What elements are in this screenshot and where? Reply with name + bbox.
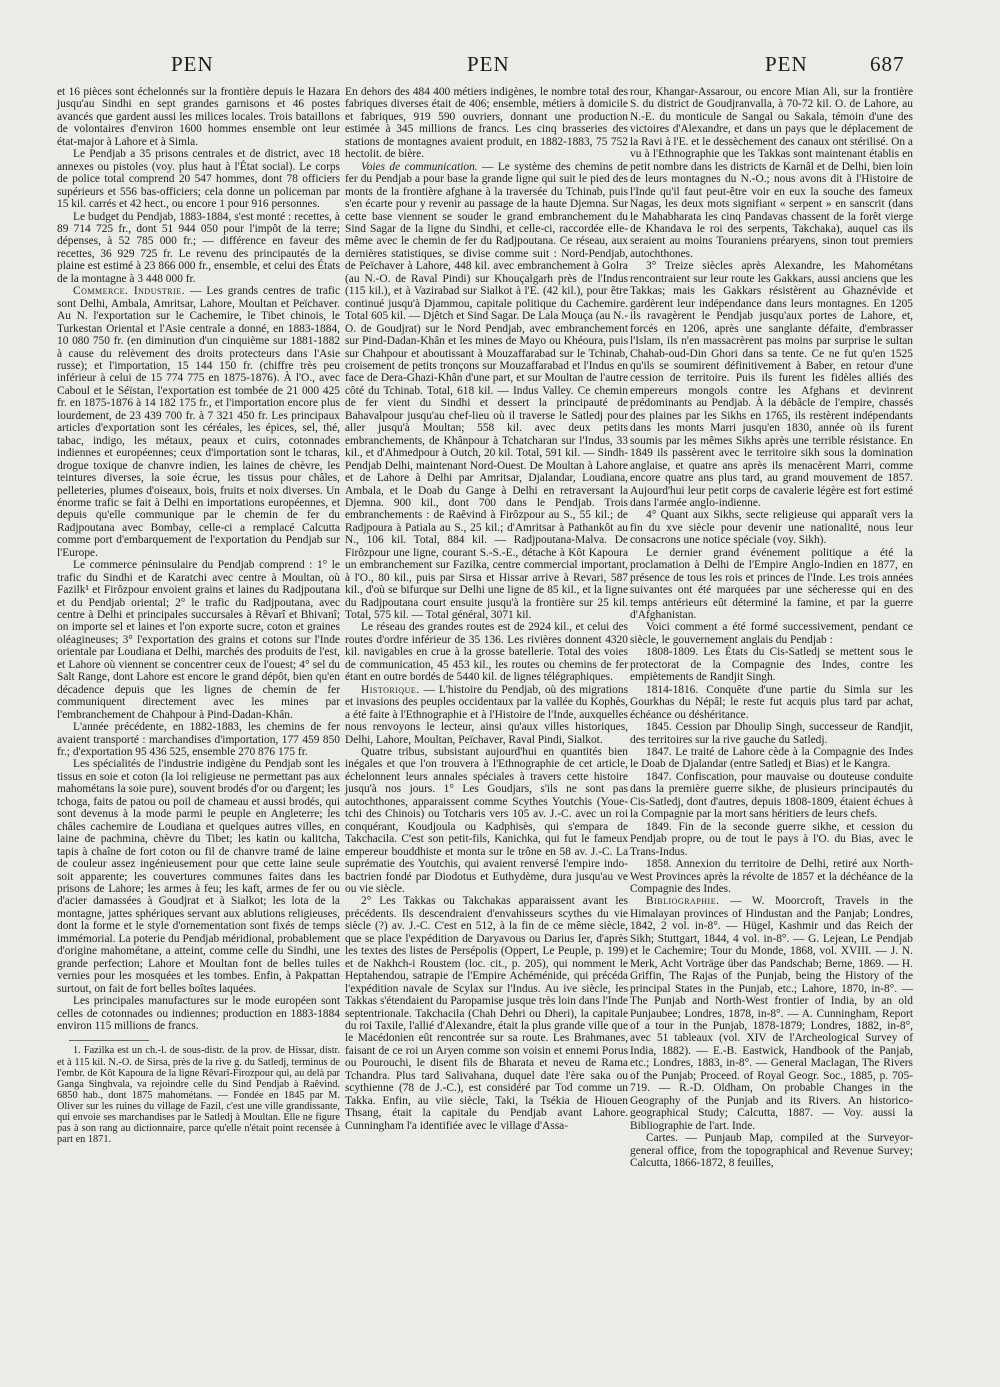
paragraph: 1858. Annexion du territoire de Delhi, retiré aux North-West Provinces après la révolte de 1857 et la déchéance de la Compagnie des Indes.	[630, 858, 913, 895]
paragraph: Le budget du Pendjab, 1883-1884, s'est monté : recettes, à 89 714 725 fr., dont 51 944 050 pour l'impôt de la terre; dépenses, à 52 785 000 fr.; — différence en faveur des recettes, 36 929 725 fr. Le revenu des principautés de la plaine est estimé à 23 866 000 fr., ensemble, et celui des États de la montagne à 3 448 000 fr.	[57, 210, 340, 285]
paragraph-text: — W. Moorcroft, Travels in the Himalayan provinces of Hindustan and the Panjab; Londres, 1842, 2 vol. in-8°. — Hügel, Kashmir und das Reich der Sikh; Stuttgart, 1844, 4 vol. in-8°. — G. Lejean, Le Pendjab et le Cachemire; Tour du Monde, 1868, vol. XVIII. — J. N. Merk, Acht Vorträge über das Pandschab; Berne, 1869. — H. Griffin, The Rajas of the Punjab, being the History of the principal States in the Punjab, etc.; Lahore, 1870, in-8°. — The Punjab and North-West frontier of India, by an old Punjaubee; Londres, 1878, in-8°. — A. Cunningham, Report of a tour in the Punjab, 1878-1879; Londres, 1882, in-8°, avec 51 tableaux (vol. XIV de l'Archeological Survey of India, 1882). — E.-B. Eastwick, Handbook of the Panjab, etc.; Londres, 1883, in-8°. — General Maclagan, The Rivers of the Punjab; Proceed. of Royal Geogr. Soc., 1885, p. 705-719. — R.-D. Oldham, On probable Changes in the Geography of the Punjab and its Rivers. An historico-geographical Study; Calcutta, 1887. — Voy. aussi la Bibliographie de l'art. Inde.	[630, 895, 913, 1132]
paragraph: 1847. Confiscation, pour mauvaise ou douteuse conduite dans la première guerre sikhe, de plusieurs principautés du Cis-Satledj, dont d'autres, depuis 1808-1809, étaient échues à la Compagnie par la mort sans héritiers de leurs chefs.	[630, 770, 913, 821]
paragraph: Le commerce péninsulaire du Pendjab comprend : 1° le trafic du Sindhi et de Karatchi avec centre à Moultan, où Fazilk¹ et Firôzpour envoient grains et laines du Radjpoutana et du Pendjab oriental; 2° le trafic du Radjpoutana, avec centre à Delhi et principales succursales à Rêvarî et Bhivanî; on importe sel et laines et l'on exporte sucre, coton et graines oléagineuses; 3° l'exportation des grains et cotons sur l'Inde orientale par Loudiana et Delhi, marchés des produits de l'est, et Lahore où viennent se concentrer ceux de l'ouest; 4° sel du Salt Range, dont Lahore est encore le grand dépôt, bien qu'en décadence depuis que les lignes de chemin de fer communiquent directement avec les mines par l'embranchement de Chahpour à Pind-Dadan-Khân.	[57, 559, 340, 721]
paragraph: En dehors des 484 400 métiers indigènes, le nombre total des fabriques diverses était de 406; ensemble, métiers à domicile et fabriques, 919 590 ouvriers, donnant une production estimée à 345 millions de francs. Les cinq brasseries des stations de montagnes avaient produit, en 1882-1883, 75 752 hectolit. de bière.	[345, 86, 628, 161]
section-heading-history: Historique.	[361, 683, 420, 696]
paragraph: 2° Les Takkas ou Takchakas apparaissent avant les précédents. Ils descendraient d'envahisseurs scythes du vie siècle (?) av. J.-C. C'est en 512, à la fin de ce même siècle, que se place l'expédition de Daryavous ou Darius Ier, d'après les textes des listes de Persépolis (Oppert, Le Peuple, p. 199) et de Nakhch-i Roustem (loc. cit., p. 205), qui nomment le Heptahendou, satrapie de l'Empire Achéménide, qui précéda l'expédition navale de Scylax sur l'Indus. Au ive siècle, les Takkas s'étendaient du Paropamise jusque très loin dans l'Inde septentrionale. Takchacila (Chah Dehri ou Dheri), la capitale du roi Taxile, l'allié d'Alexandre, était la plus grande ville que le Macédonien eût rencontrée sur sa route. Les Brahmanes, faisant de ce roi un Aryen comme son voisin et ennemi Porus ou Pourouchi, le disent fils de Bharata et neveu de Rama Tchandra. Plus tard Salivahana, duquel date l'ère saka ou scythienne (78 de J.-C.), est considéré par Tod comme un Takka. Enfin, au viie siècle, Taki, la Tsékia de Hiouen Thsang, était la capitale du Pendjab avant Lahore. Cunningham l'a identifiée avec le village d'Assa-	[345, 895, 628, 1132]
paragraph: et 16 pièces sont échelonnés sur la frontière depuis le Hazara jusqu'au Sindhi en sept grandes garnisons et 46 postes avancés que gardent aussi les milices locales. Trois bataillons de volontaires d'environ 1600 hommes ensemble ont leur état-major à Lahore et à Simla.	[57, 86, 340, 148]
paragraph-text: — Les grands centres de trafic sont Delhi, Ambala, Amritsar, Lahore, Moultan et Peïchaver. Au N. l'exportation sur le Cachemire, le Tibet chinois, le Turkestan Oriental et l'Asie centrale a donné, en 1883-1884, 10 080 750 fr. (en diminution d'un cinquième sur 1881-1882 à cause du relèvement des droits protecteurs dans l'Asie russe); et l'importation, 15 144 150 fr. (chiffre très peu inférieur à celui de 15 774 775 en 1875-1876). À l'O., avec Caboul et le Séïstan, l'exportation est tombée de 21 000 425 fr. en 1875-1876 à 14 182 175 fr., et l'importation encore plus lourdement, de 23 439 700 fr. à 7 321 450 fr. Les principaux articles d'exportation sont les céréales, les épices, sel, thé, tabac, indigo, les métaux, peaux et cuirs, cotonnades indiennes et européennes; ceux d'importation sont le tcharas, drogue toxique de chanvre indien, les laines de chèvre, les teintures diverses, la soie écrue, les tissus pour châles, pelleteries, plumes d'oiseaux, bois, fruits et noix diverses. Un énorme trafic se fait à Delhi en importations européennes, et depuis qu'elle communique par le chemin de fer du Radjpoutana avec Bombay, celle-ci a remplacé Calcutta comme port d'embarquement de l'exportation du Pendjab sur l'Europe.	[57, 285, 340, 559]
header-left-word: PEN	[171, 52, 214, 76]
running-header	[0, 52, 1000, 82]
text-column-middle	[345, 86, 628, 1132]
paragraph-history	[345, 684, 628, 746]
paragraph-commerce	[57, 285, 340, 559]
text-column-left	[57, 86, 340, 1145]
paragraph-communications	[345, 161, 628, 622]
paragraph: 1814-1816. Conquête d'une partie du Simla sur les Gourkhas du Népâl; le reste fut acquis plus tard par achat, échéance ou déshéritance.	[630, 683, 913, 721]
text-column-right	[630, 86, 913, 1169]
paragraph-text: — Le système des chemins de fer du Pendjab a pour base la grande ligne qui suit le pied des monts de la frontière afghane à la traversée du Tchinab, puis s'en écarte pour y revenir au passage de la haute Djemna. Sur cette base viennent se souder le grand embranchement du Sind Sagar de la ligne du Sindhi, et celle-ci, raccordée elle-même avec le chemin de fer du Radjpoutana. Ce réseau, aux dernières statistiques, se divise comme suit : Nord-Pendjab, de Peïchaver à Lahore, 448 kil. avec embranchement à Golra (au N.-O. de Raval Pindi) sur Khouçalgarh près de l'Indus (115 kil.), et à Vazirabad sur Sialkot à l'E. (42 kil.), pour être continué jusqu'à Djammou, capitale politique du Cachemire. Total 605 kil. — Djêtch et Sind Sagar. De Lala Mouça (au N.-O. de Goudjrat) sur le Nord Pendjab, avec embranchement sur Pind-Dadan-Khân et les mines de Mayo ou Khéoura, puis sur Chahpour et aboutissant à Mouzaffarabad sur le Tchinab, croisement de petits tronçons sur Mouzaffarabad et l'Indus en face de Dera-Ghazi-Khân d'une part, et sur Moultan de l'autre côté du Tchinab. Total, 618 kil. — Indus Valley. Ce chemin de fer vient du Sindhi et dessert la principauté de Bahavalpour jusqu'au chef-lieu où il traverse le Satledj pour aller jusqu'à Moultan; 558 kil. avec deux petits embranchements, de Khânpour à Tchatcharan sur l'Indus, 33 kil., et d'Ahmedpour à Outch, 20 kil. Total, 591 kil. — Sindh-Pendjab Delhi, maintenant Nord-Ouest. De Moultan à Lahore et de Lahore à Delhi par Amritsar, Djalandar, Loudiana, Ambala, et le Doab du Gange à Delhi en retraversant la Djemna. 900 kil., dont 700 dans le Pendjab. Trois embranchements : de Raêvind à Firôzpour au S., 55 kil.; de Radjpoura à Patiala au S., 25 kil.; d'Amritsar à Pathankôt au N., 106 kil. Total, 884 kil. — Radjpoutana-Malva. De Firôzpour une ligne, courant S.-S.-E., détache à Kôt Kapoura un embranchement sur Fazilka, centre commercial important, à l'O., 80 kil., puis par Sirsa et Hissar arrive à Revari, 587 kil., d'où se bifurque sur Delhi une ligne de 85 kil., et la ligne du Radjpoutana court ensuite jusqu'à la frontière sur 25 kil. Total, 575 kil. — Total général, 3071 kil.	[345, 160, 628, 622]
paragraph: Cartes. — Punjaub Map, compiled at the Surveyor-general office, from the topographical and Revenue Survey; Calcutta, 1866-1872, 8 feuilles,	[630, 1132, 913, 1169]
footnote: 1. Fazilka est un ch.-l. de sous-distr. de la prov. de Hissar, distr. et à 115 kil. N.-O. de Sirsa, près de la rive g. du Satledj, terminus de l'embr. de Kôt Kapoura de la ligne Rêvarî-Firozpour qui, au delà par Ganga Singhvala, va rejoindre celle du Sind Pendjab à Raêvind. 6850 hab., dont 1875 mahométans. — Fondée en 1845 par M. Oliver sur les ruines du village de Fazil, c'est une ville grandissante, qui envoie ses marchandises par le Satledj à Moultan. Elle ne figure pas à son rang au dictionnaire, parce qu'elle n'était point recensée à part en 1871.	[57, 1045, 340, 1146]
paragraph: Le dernier grand événement politique a été la proclamation à Delhi de l'Empire Anglo-Indien en 1877, en présence de tous les rois et princes de l'Inde. Les trois années suivantes ont été marquées par une sécheresse qui en des temps antérieurs eût déterminé la famine, et par la guerre d'Afghanistan.	[630, 546, 913, 622]
paragraph: Voici comment a été formé successivement, pendant ce siècle, le gouvernement anglais du Pendjab :	[630, 621, 913, 646]
header-right-word: PEN	[765, 52, 808, 76]
paragraph: Le réseau des grandes routes est de 2924 kil., et celui des routes d'ordre inférieur de 35 136. Les rivières donnent 4320 kil. navigables en crue à la grosse batellerie. Total des voies de communication, 45 453 kil., les routes ou chemins de fer étant en outre bordés de 5440 kil. de lignes télégraphiques.	[345, 621, 628, 684]
header-middle-word: PEN	[467, 52, 510, 76]
section-heading-commerce: Commerce. Industrie.	[73, 285, 186, 298]
paragraph: Les spécialités de l'industrie indigène du Pendjab sont les tissus en soie et coton (la loi religieuse ne permettant pas aux mahométans la soie pure), souvent brodés d'or ou d'argent; les tchoga, faits de patou ou poil de chameau et aussi brodés, qui sont devenus à la mode parmi le peuple en Angleterre; les châles cachemire de Loudiana et quelques autres villes, en laine de pachmina, chèvre du Tibet; les katin ou kalitcha, tapis à chaîne de fort coton ou fil de chanvre tramé de laine de couleur assez ingénieusement pour que cette laine seule soit apparente; les couvertures communes faites dans les prisons de Lahore; les armes à feu; les kaft, armes de fer ou d'acier damassées à Goudjrat et à Sialkot; les lota de la montagne, jattes sphériques servant aux ablutions religieuses, dont la forme et le style d'ornementation sont fixés de temps immémorial. La poterie du Pendjab méridional, probablement d'origine mahométane, a atteint, comme celle du Sindhi, une grande perfection; Lahore et Moultan font de belles tuiles vernies pour les mosquées et les tombes. Enfin, à Pakpattan surtout, on fait de fort belles boîtes laquées.	[57, 758, 340, 995]
paragraph: 3° Treize siècles après Alexandre, les Mahométans rencontraient sur leur route les Gakkars, aussi anciens que les Takkas; mais les Gakkars résistèrent au Ghaznévide et gardèrent leur indépendance dans leurs montagnes. En 1205 ils ravagèrent le Pendjab jusqu'aux portes de Lahore, et, forcés en 1206, après une sanglante défaite, d'embrasser l'Islam, ils n'en massacrèrent pas moins par surprise le sultan Chahab-oud-Din Ghori dans sa tente. Ce ne fut qu'en 1525 qu'ils se soumirent définitivement à Baber, en retour d'une cession de territoire. Puis ils furent les fidèles alliés des empereurs mongols contre les Afghans et devinrent prédominants au Pendjab. À la débâcle de l'empire, chassés des plaines par les Sikhs en 1765, ils restèrent indépendants dans les monts Marri jusqu'en 1830, année où ils furent soumis par les mêmes Sikhs après une terrible résistance. En 1849 ils passèrent avec le territoire sikh sous la domination anglaise, et quatre ans après ils menacèrent Marri, comme encore quatre ans plus tard, au grand mouvement de 1857. Aujourd'hui leur petit corps de cavalerie légère est fort estimé dans l'armée anglo-indienne.	[630, 260, 913, 509]
paragraph: Les principales manufactures sur le mode européen sont celles de cotonnades ou indiennes; production en 1883-1884 environ 115 millions de francs.	[57, 995, 340, 1032]
paragraph: L'année précédente, en 1882-1883, les chemins de fer avaient transporté : marchandises d'importation, 177 459 850 fr.; d'exportation 95 436 525, ensemble 270 876 175 fr.	[57, 721, 340, 759]
footnote-divider	[69, 1040, 149, 1041]
page-number: 687	[870, 52, 905, 76]
paragraph: rour, Khangar-Assarour, ou encore Mian Ali, sur la frontière S. du district de Goudjranvalla, à 70-72 kil. O. de Lahore, au N.-E. du monticule de Sangal ou Sakala, témoin d'une des victoires d'Alexandre, et dans un pays que le déplacement de la Ravi à l'E. et le dessèchement des canaux ont stérilisé. On a vu à l'Ethnographie que les Takkas sont maintenant établis en petit nombre dans les districts de Karnâl et de Delhi, bien loin de leurs montagnes du N.-O.; nous avons dit à l'Histoire de l'Inde qu'il faut peut-être voir en eux la souche des fameux Nagas, les deux mots signifiant « serpent » en sanscrit (dans le Mahabharata les cinq Pandavas chassent de la forêt vierge de Khandava le roi des serpents, Takchaka), auquel cas ils seraient au moins Touraniens préaryens, sinon tout premiers autochthones.	[630, 86, 913, 260]
paragraph: 1808-1809. Les États du Cis-Satledj se mettent sous le protectorat de la Compagnie des Indes, contre les empiètements de Randjit Singh.	[630, 646, 913, 684]
paragraph-bibliography	[630, 895, 913, 1132]
paragraph-text: — L'histoire du Pendjab, où des migrations et invasions des peuples occidentaux par la vallée du Kophès, a été faite à l'Ethnographie et à l'Histoire de l'Inde, auxquelles nous renvoyons le lecteur, ainsi qu'aux villes historiques, Delhi, Lahore, Moultan, Peïchaver, Raval Pindi, Sialkot.	[345, 683, 628, 746]
section-heading-bibliography: Bibliographie.	[646, 895, 720, 908]
section-heading-communications: Voies de communication.	[361, 160, 478, 173]
paragraph: 1849. Fin de la seconde guerre sikhe, et cession du Pendjab propre, ou de tout le pays à l'O. du Bias, avec le Trans-Indus.	[630, 820, 913, 858]
paragraph: 4° Quant aux Sikhs, secte religieuse qui apparaît vers la fin du xve siècle pour devenir une nationalité, nous leur consacrons une notice spéciale (voy. Sikh).	[630, 509, 913, 547]
paragraph: Le Pendjab a 35 prisons centrales et de district, avec 18 annexes ou pistoles (voy. plus haut à l'État social). Le corps de police total comprend 20 547 hommes, dont 78 officiers supérieurs et 556 bas-officiers; cela donne un policeman par 15 kil. carrés et 42 hect., ou encore 1 pour 916 personnes.	[57, 148, 340, 211]
paragraph: 1847. Le traité de Lahore cède à la Compagnie des Indes le Doab de Djalandar (entre Satledj et Bias) et le Kangra.	[630, 746, 913, 771]
paragraph: Quatre tribus, subsistant aujourd'hui en quantités bien inégales et que l'on trouvera à l'Ethnographie de cet article, échelonnent leurs annales spéciales à travers cette histoire jusqu'à nos jours. 1° Les Goudjars, s'ils ne sont pas autochthones, apparaissent comme Scythes Youtchis (Youe-tchi des Chinois) ou Totcharis vers 105 av. J.-C. avec un roi conquérant, Koudjoula ou Kadphisès, qui s'empara de Takchacila. C'est son petit-fils, Kanichka, qui fut le fameux empereur bouddhiste et monta sur le trône en 58 av. J.-C. La suprématie des Youtchis, qui avaient renversé l'empire indo-bactrien fondé par Diodotus et Euthydème, dura jusqu'au ve ou vie siècle.	[345, 746, 628, 895]
paragraph: 1845. Cession par Dhoulip Singh, successeur de Randjit, des territoires sur la rive gauche du Satledj.	[630, 721, 913, 746]
